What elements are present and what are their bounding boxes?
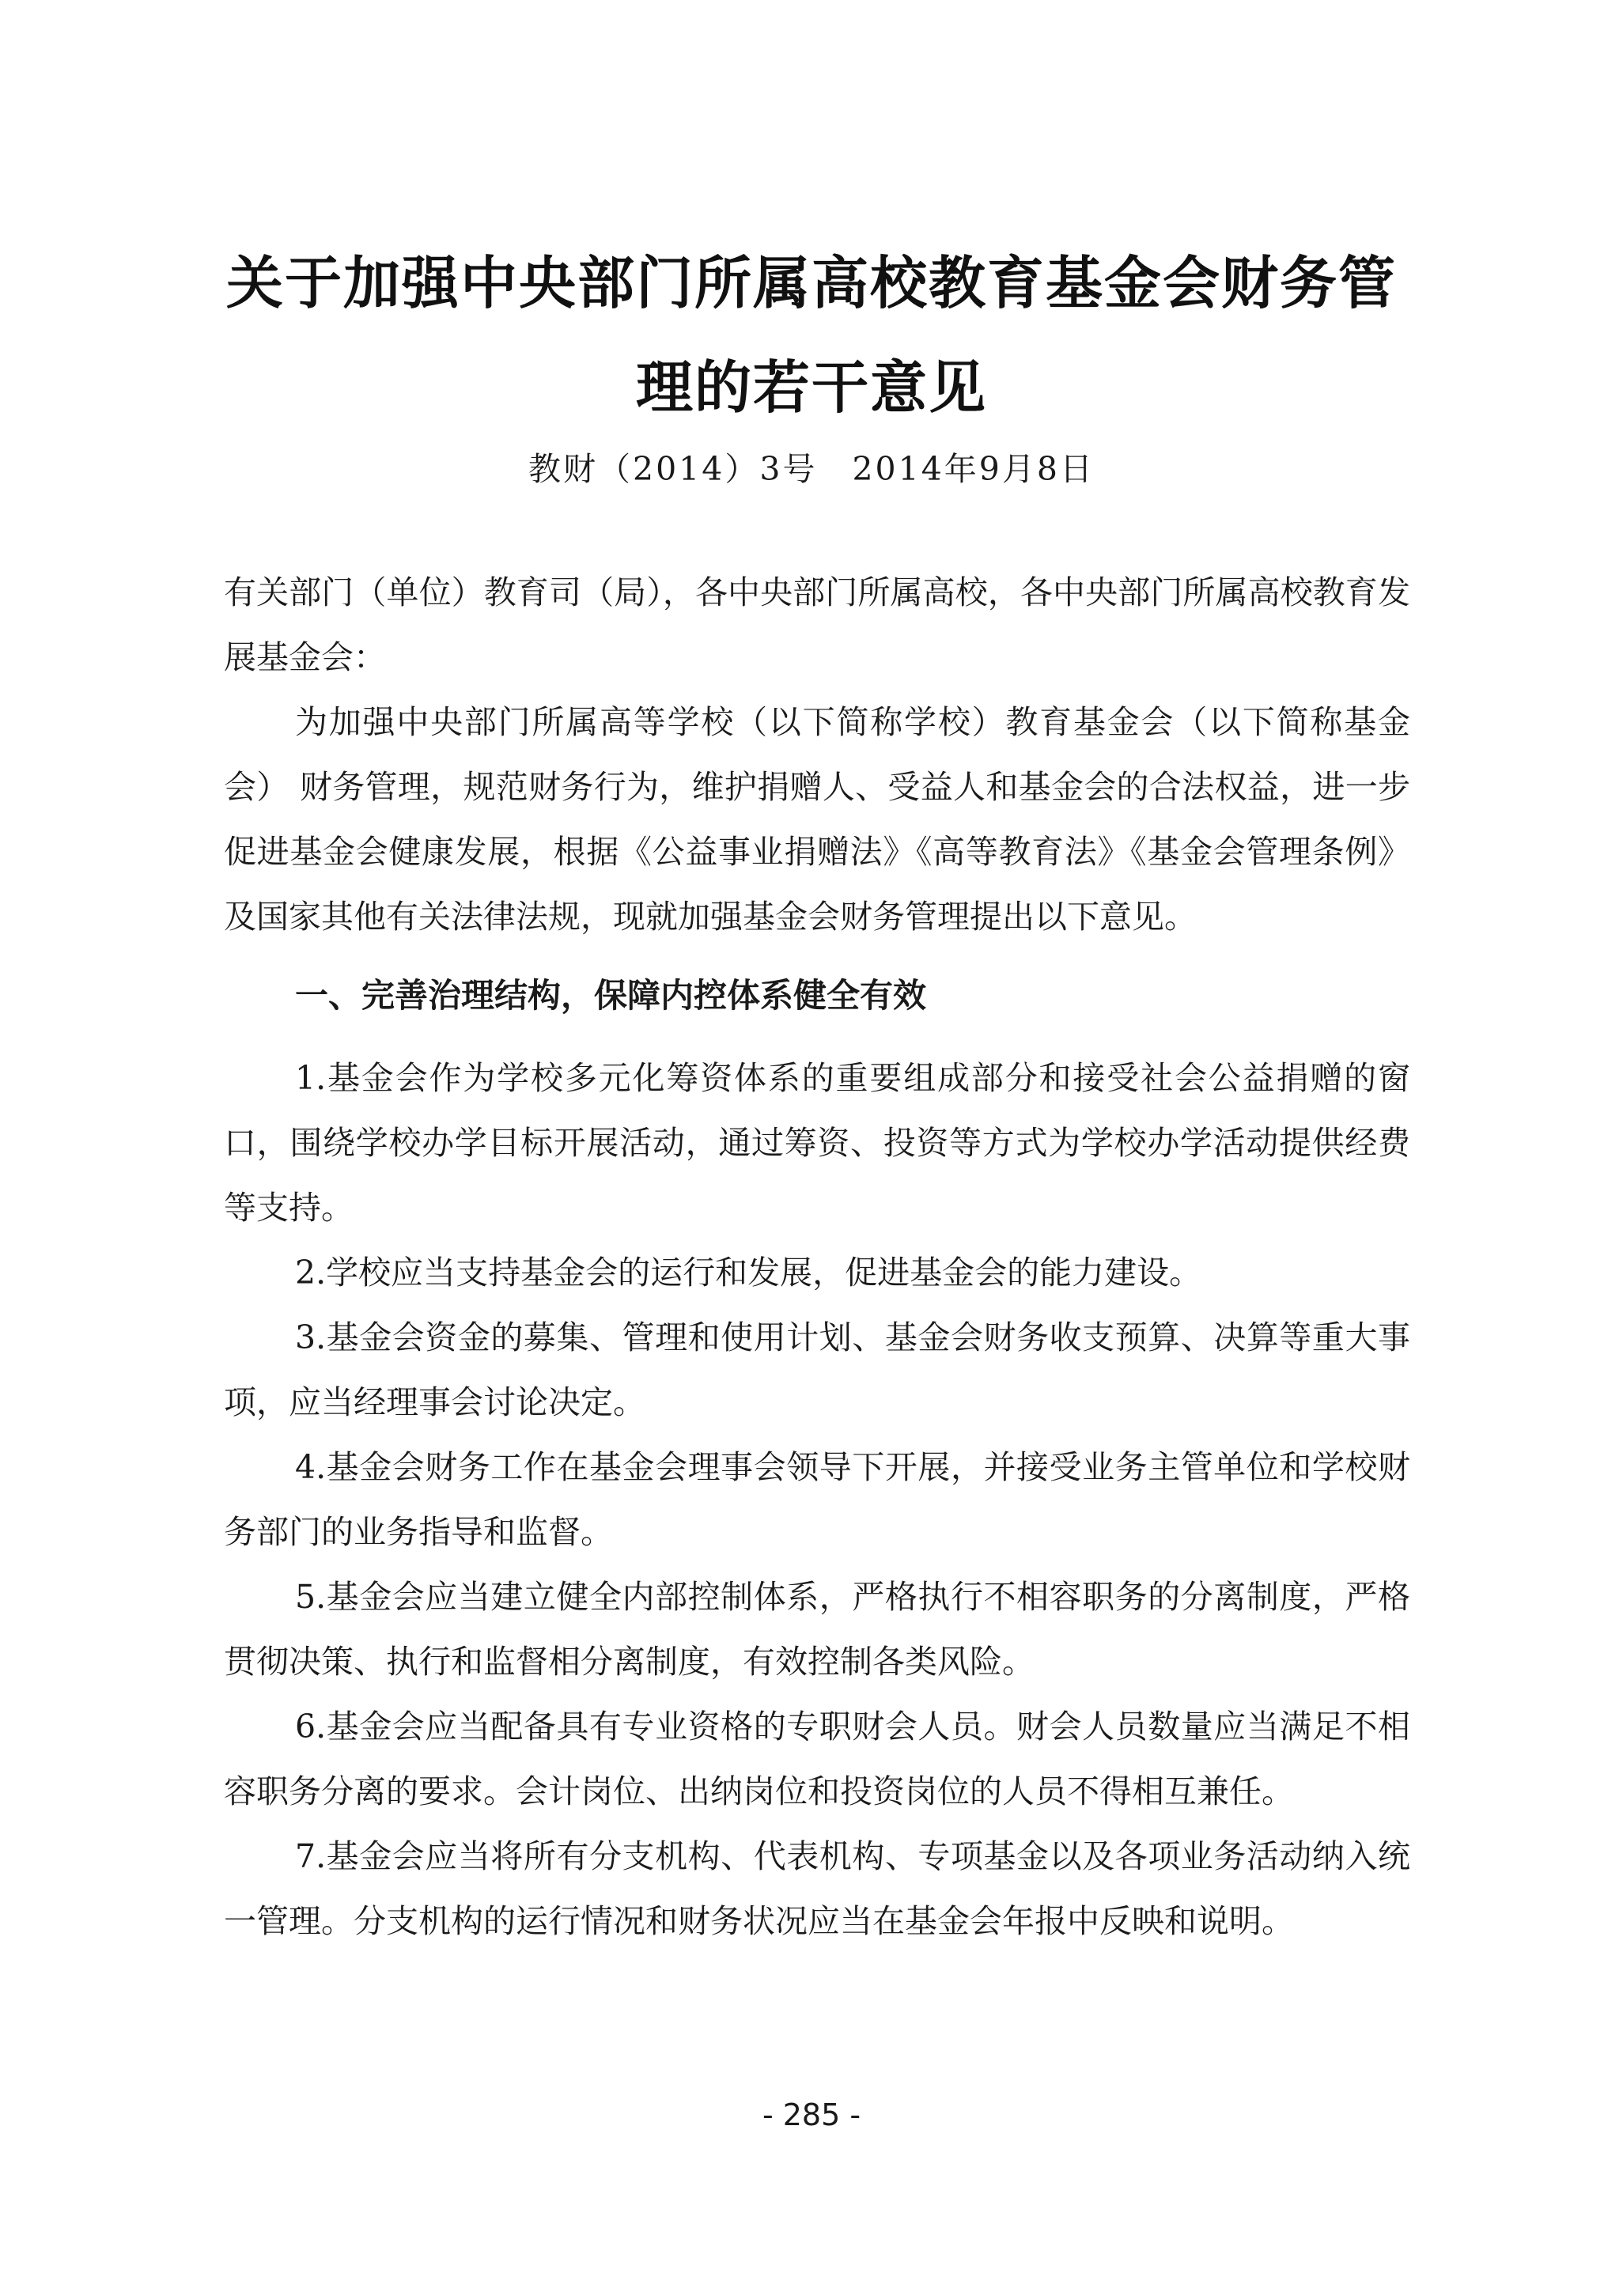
page-number: - 285 -	[762, 2097, 861, 2132]
list-item: 7.基金会应当将所有分支机构、代表机构、专项基金以及各项业务活动纳入统一管理。分支机构的运行情况和财务状况应当在基金会年报中反映和说明。	[224, 1837, 1410, 1940]
section-heading: 一、完善治理结构，保障内控体系健全有效	[295, 976, 927, 1015]
list-item: 3.基金会资金的募集、管理和使用计划、基金会财务收支预算、决算等重大事项，应当经理事会讨论决定。	[224, 1318, 1410, 1421]
intro-paragraph: 为加强中央部门所属高等学校（以下简称学校）教育基金会（以下简称基金会） 财务管理，规范财务行为，维护捐赠人、受益人和基金会的合法权益，进一步促进基金会健康发展，根据《公益事业捐赠法》《高等教育法》《基金会管理条例》及国家其他有关法律法规，现就加强基金会财务管理提出以下意见。	[224, 703, 1410, 936]
list-item: 2.学校应当支持基金会的运行和发展，促进基金会的能力建设。	[295, 1254, 1202, 1292]
list-item: 1.基金会作为学校多元化筹资体系的重要组成部分和接受社会公益捐赠的窗口，围绕学校办学目标开展活动，通过筹资、投资等方式为学校办学活动提供经费等支持。	[224, 1059, 1410, 1227]
list-item: 5.基金会应当建立健全内部控制体系，严格执行不相容职务的分离制度，严格贯彻决策、执行和监督相分离制度，有效控制各类风险。	[224, 1578, 1410, 1681]
document-body	[224, 560, 1410, 1954]
list-item: 4.基金会财务工作在基金会理事会领导下开展，并接受业务主管单位和学校财务部门的业务指导和监督。	[224, 1448, 1410, 1551]
list-item: 6.基金会应当配备具有专业资格的专职财会人员。财会人员数量应当满足不相容职务分离的要求。会计岗位、出纳岗位和投资岗位的人员不得相互兼任。	[224, 1708, 1410, 1810]
document-number-and-date: 教财（2014）3号 2014年9月8日	[528, 450, 1095, 488]
document-title-line-1: 关于加强中央部门所属高校教育基金会财务管	[225, 250, 1397, 316]
addressee-paragraph: 有关部门（单位）教育司（局），各中央部门所属高校，各中央部门所属高校教育发展基金会：	[224, 573, 1410, 676]
document-title-line-2: 理的若干意见	[635, 354, 987, 421]
